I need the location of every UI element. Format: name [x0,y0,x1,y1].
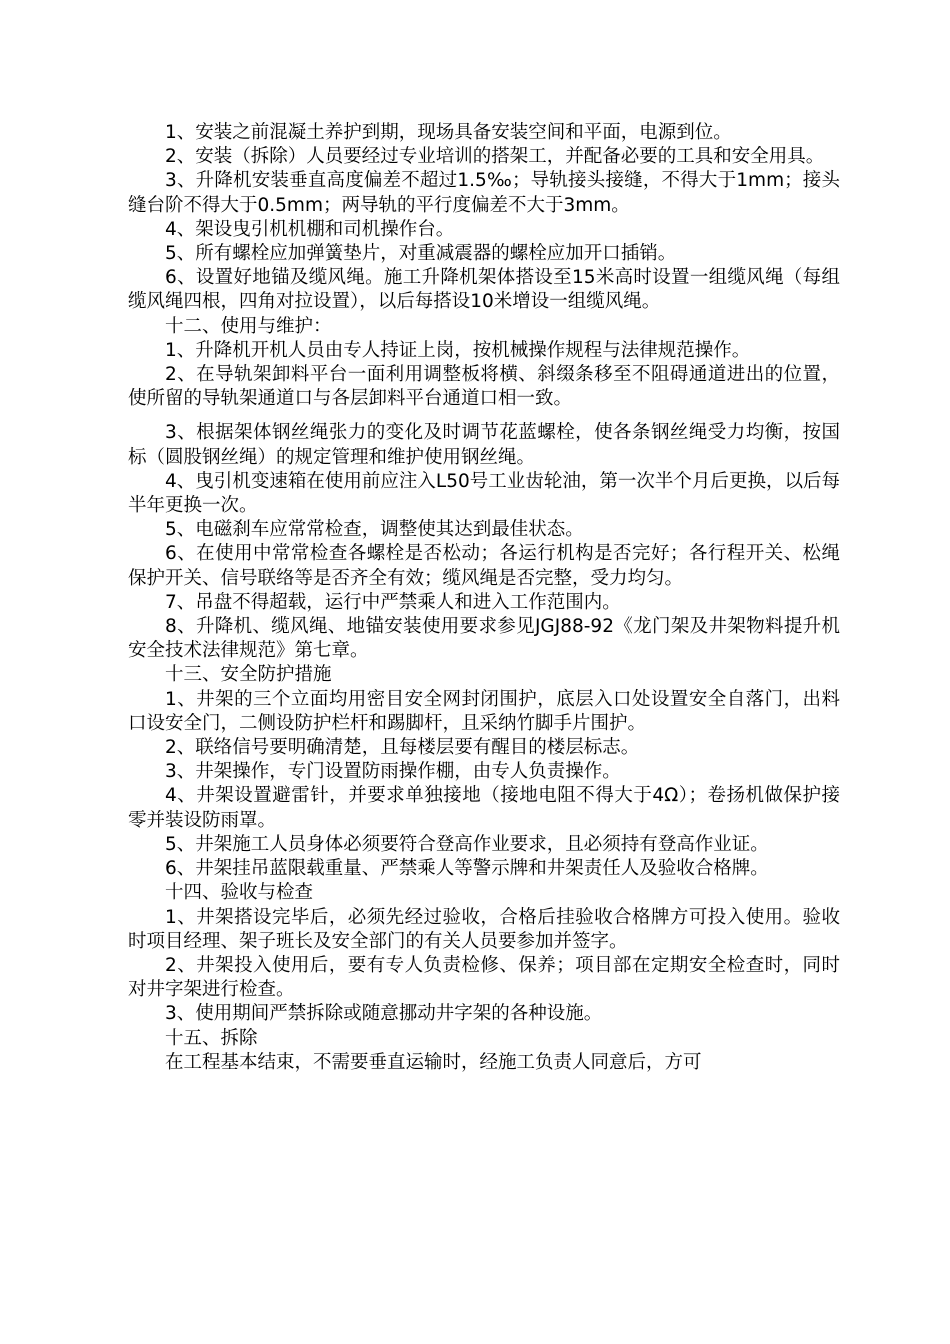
paragraph: 1、安装之前混凝土养护到期，现场具备安装空间和平面，电源到位。 [165,122,732,143]
document-body [128,121,840,1075]
paragraph: 1、井架搭设完毕后，必须先经过验收，合格后挂验收合格牌方可投入使用。验收时项目经理、架子班长及安全部门的有关人员要参加并签字。 [128,906,840,952]
paragraph: 6、设置好地锚及缆风绳。施工升降机架体搭设至15米高时设置一组缆风绳（每组缆风绳四根，四角对拉设置），以后每搭设10米增设一组缆风绳。 [128,267,840,313]
paragraph: 3、根据架体钢丝绳张力的变化及时调节花蓝螺栓，使各条钢丝绳受力均衡，按国标（圆股钢丝绳）的规定管理和维护使用钢丝绳。 [128,422,840,468]
paragraph: 1、升降机开机人员由专人持证上岗，按机械操作规程与法律规范操作。 [165,339,751,361]
paragraph: 6、在使用中常常检查各螺栓是否松动；各运行机构是否完好；各行程开关、松绳保护开关、信号联络等是否齐全有效；缆风绳是否完整，受力均匀。 [128,543,840,589]
paragraph: 2、在导轨架卸料平台一面利用调整板将横、斜缀条移至不阻碍通道进出的位置，使所留的导轨架通道口与各层卸料平台通道口相一致。 [128,364,840,410]
paragraph: 2、井架投入使用后，要有专人负责检修、保养；项目部在定期安全检查时，同时对井字架进行检查。 [128,954,840,1001]
paragraph: 3、升降机安装垂直高度偏差不超过1.5‰；导轨接头接缝，不得大于1mm；接头缝台阶不得大于0.5mm；两导轨的平行度偏差不大于3mm。 [128,170,840,216]
section-heading: 十三、安全防护措施 [165,664,332,686]
paragraph: 4、架设曳引机机棚和司机操作台。 [165,218,455,240]
paragraph: 4、曳引机变速箱在使用前应注入L50号工业齿轮油，第一次半个月后更换，以后每半年更换一次。 [128,470,840,517]
paragraph: 7、吊盘不得超载，运行中严禁乘人和进入工作范围内。 [165,591,621,613]
paragraph: 8、升降机、缆风绳、地锚安装使用要求参见JGJ88-92《龙门架及井架物料提升机安全技术法律规范》第七章。 [128,616,840,662]
paragraph: 5、所有螺栓应加弹簧垫片，对重减震器的螺栓应加开口插销。 [165,243,677,265]
paragraph: 3、井架操作，专门设置防雨操作棚，由专人负责操作。 [165,761,621,783]
paragraph: 5、电磁刹车应常常检查，调整使其达到最佳状态。 [165,519,584,541]
paragraph: 在工程基本结束，不需要垂直运输时，经施工负责人同意后，方可 [165,1051,702,1073]
section-heading: 十五、拆除 [165,1027,258,1049]
paragraph: 3、使用期间严禁拆除或随意挪动井字架的各种设施。 [165,1003,603,1025]
paragraph: 4、井架设置避雷针，并要求单独接地（接地电阻不得大于4Ω）；卷扬机做保护接零并装设防雨罩。 [128,785,840,831]
section-heading: 十四、验收与检查 [165,882,314,904]
paragraph: 6、井架挂吊蓝限载重量、严禁乘人等警示牌和井架责任人及验收合格牌。 [165,858,769,880]
paragraph: 5、井架施工人员身体必须要符合登高作业要求，且必须持有登高作业证。 [165,833,769,855]
paragraph: 1、井架的三个立面均用密目安全网封闭围护，底层入口处设置安全自落门，出料口设安全门，二侧设防护栏杆和踢脚杆，且采纳竹脚手片围护。 [128,688,840,734]
section-heading: 十二、使用与维护： [165,315,332,337]
paragraph: 2、联络信号要明确清楚，且每楼层要有醒目的楼层标志。 [165,737,640,759]
paragraph: 2、安装（拆除）人员要经过专业培训的搭架工，并配备必要的工具和安全用具。 [165,146,825,168]
